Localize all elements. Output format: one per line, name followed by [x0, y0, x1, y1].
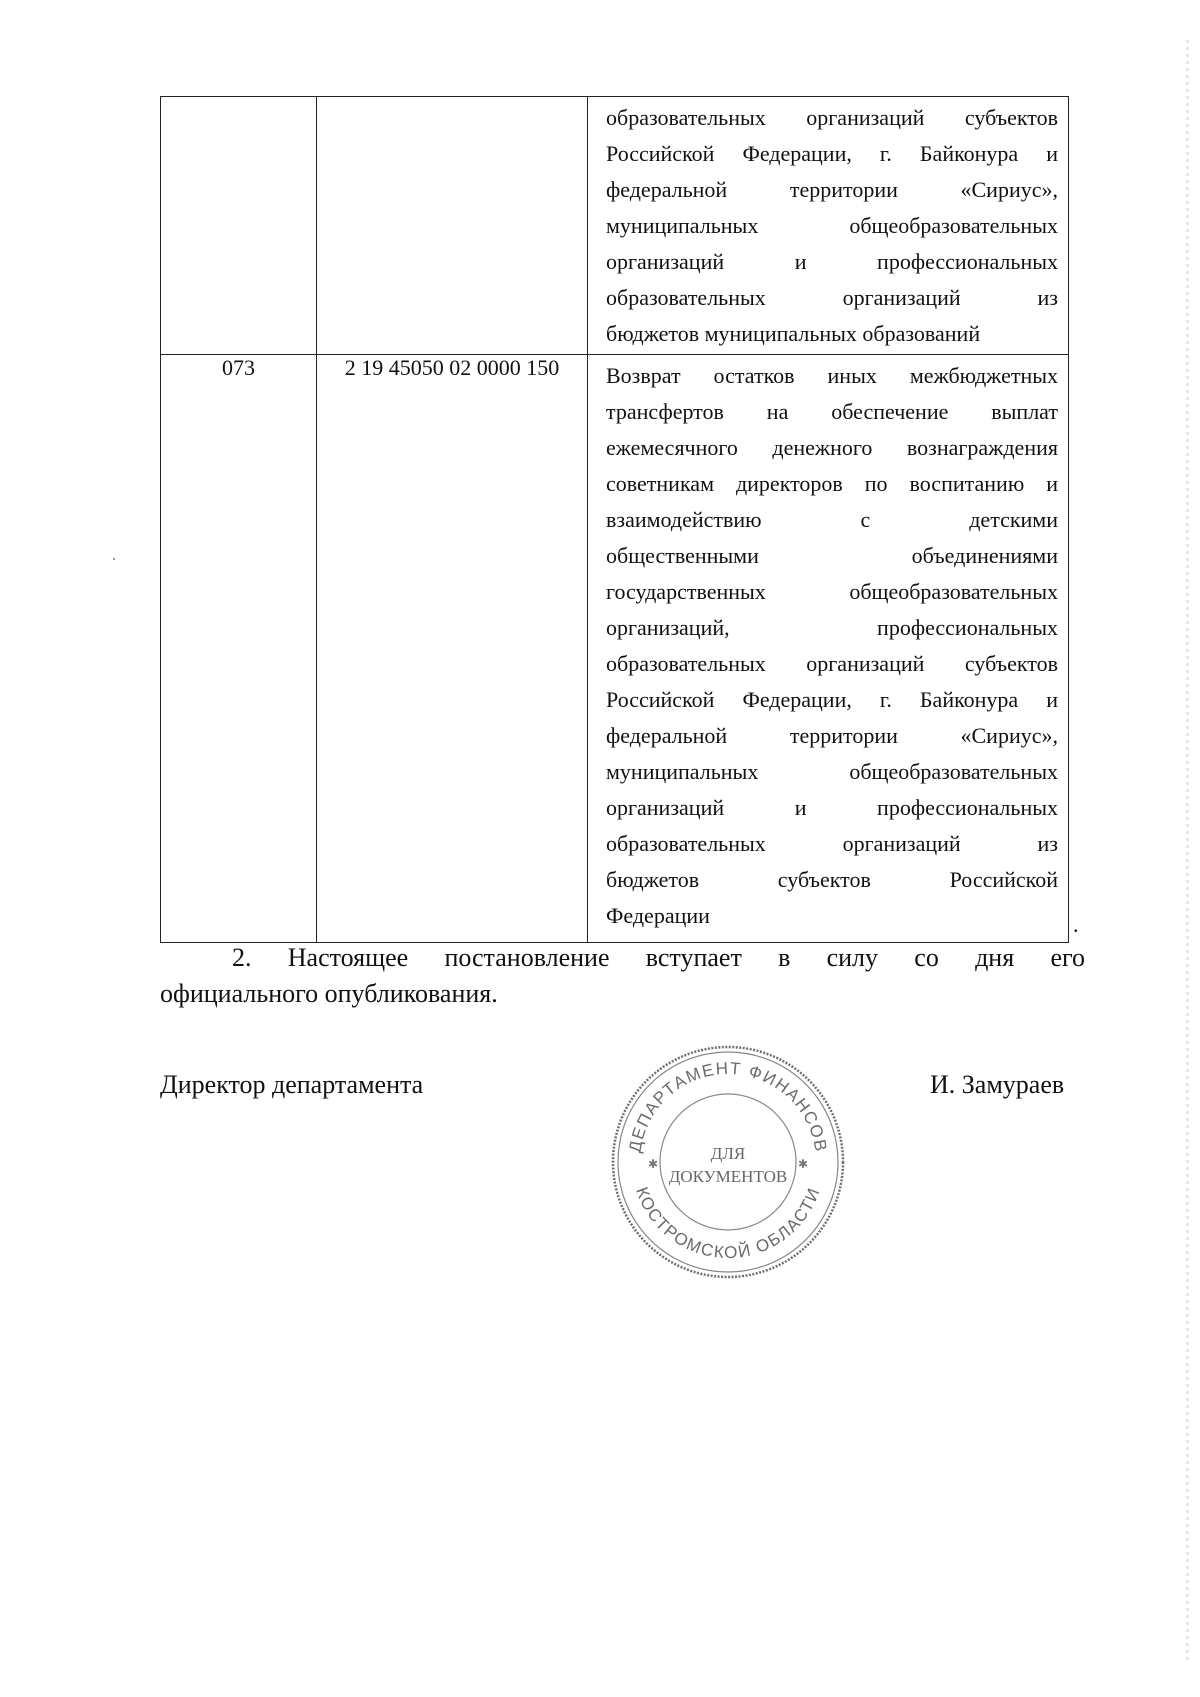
description-line: Возврат остатков иных межбюджетных	[606, 363, 1058, 388]
description-line: организаций, профессиональных	[606, 615, 1058, 640]
description-line: организаций и профессиональных	[606, 795, 1058, 820]
svg-text:ДЕПАРТАМЕНТ ФИНАНСОВ: ДЕПАРТАМЕНТ ФИНАНСОВ	[625, 1058, 831, 1154]
official-seal	[608, 1042, 848, 1282]
closing-mark: .	[1073, 912, 1079, 937]
signer-position: Директор департамента	[160, 1070, 424, 1099]
svg-text:ДЛЯ: ДЛЯ	[710, 1144, 746, 1163]
svg-text:КОСТРОМСКОЙ ОБЛАСТИ: КОСТРОМСКОЙ ОБЛАСТИ	[632, 1184, 824, 1263]
description-line: образовательных организаций субъектов	[606, 105, 1058, 130]
svg-text:✱: ✱	[798, 1157, 809, 1171]
kbk-table	[160, 96, 1069, 943]
description-line: ежемесячного денежного вознаграждения	[606, 435, 1058, 460]
paragraph-line: официального опубликования.	[160, 979, 498, 1008]
description-line: организаций и профессиональных	[606, 249, 1058, 274]
description-line: федеральной территории «Сириус»,	[606, 723, 1058, 748]
description-line: советникам директоров по воспитанию и	[606, 471, 1058, 496]
description-line: общественными объединениями	[606, 543, 1058, 568]
scan-edge-artifact	[1186, 40, 1189, 1660]
kbk-code-cell: 2 19 45050 02 0000 150	[317, 355, 588, 943]
description-line: образовательных организаций субъектов	[606, 651, 1058, 676]
description-line: муниципальных общеобразовательных	[606, 213, 1058, 238]
description-text	[588, 355, 1068, 934]
scan-speck	[113, 558, 115, 560]
description-line: бюджетов субъектов Российской	[606, 867, 1058, 892]
description-line: федеральной территории «Сириус»,	[606, 177, 1058, 202]
table-row	[161, 355, 1069, 943]
description-line: государственных общеобразовательных	[606, 579, 1058, 604]
description-line: взаимодействию с детскими	[606, 507, 1058, 532]
description-line: Российской Федерации, г. Байконура и	[606, 687, 1058, 712]
description-line: образовательных организаций из	[606, 285, 1058, 310]
svg-text:✱: ✱	[648, 1157, 659, 1171]
description-line: муниципальных общеобразовательных	[606, 759, 1058, 784]
kbk-code-cell	[317, 97, 588, 355]
svg-text:ДОКУМЕНТОВ: ДОКУМЕНТОВ	[668, 1167, 788, 1186]
description-line: Федерации	[606, 903, 710, 928]
description-line: бюджетов муниципальных образований	[606, 321, 981, 346]
table-row	[161, 97, 1069, 355]
description-line: образовательных организаций из	[606, 831, 1058, 856]
description-line: Российской Федерации, г. Байконура и	[606, 141, 1058, 166]
description-text	[588, 97, 1068, 352]
signer-name: И. Замураев	[930, 1070, 1065, 1099]
description-cell	[588, 97, 1069, 355]
description-cell	[588, 355, 1069, 943]
admin-code-cell: 073	[161, 355, 317, 943]
admin-code-cell	[161, 97, 317, 355]
paragraph-2	[160, 940, 1085, 1012]
paragraph-line: 2. Настоящее постановление вступает в силу со дня его	[232, 943, 1085, 972]
description-line: трансфертов на обеспечение выплат	[606, 399, 1058, 424]
